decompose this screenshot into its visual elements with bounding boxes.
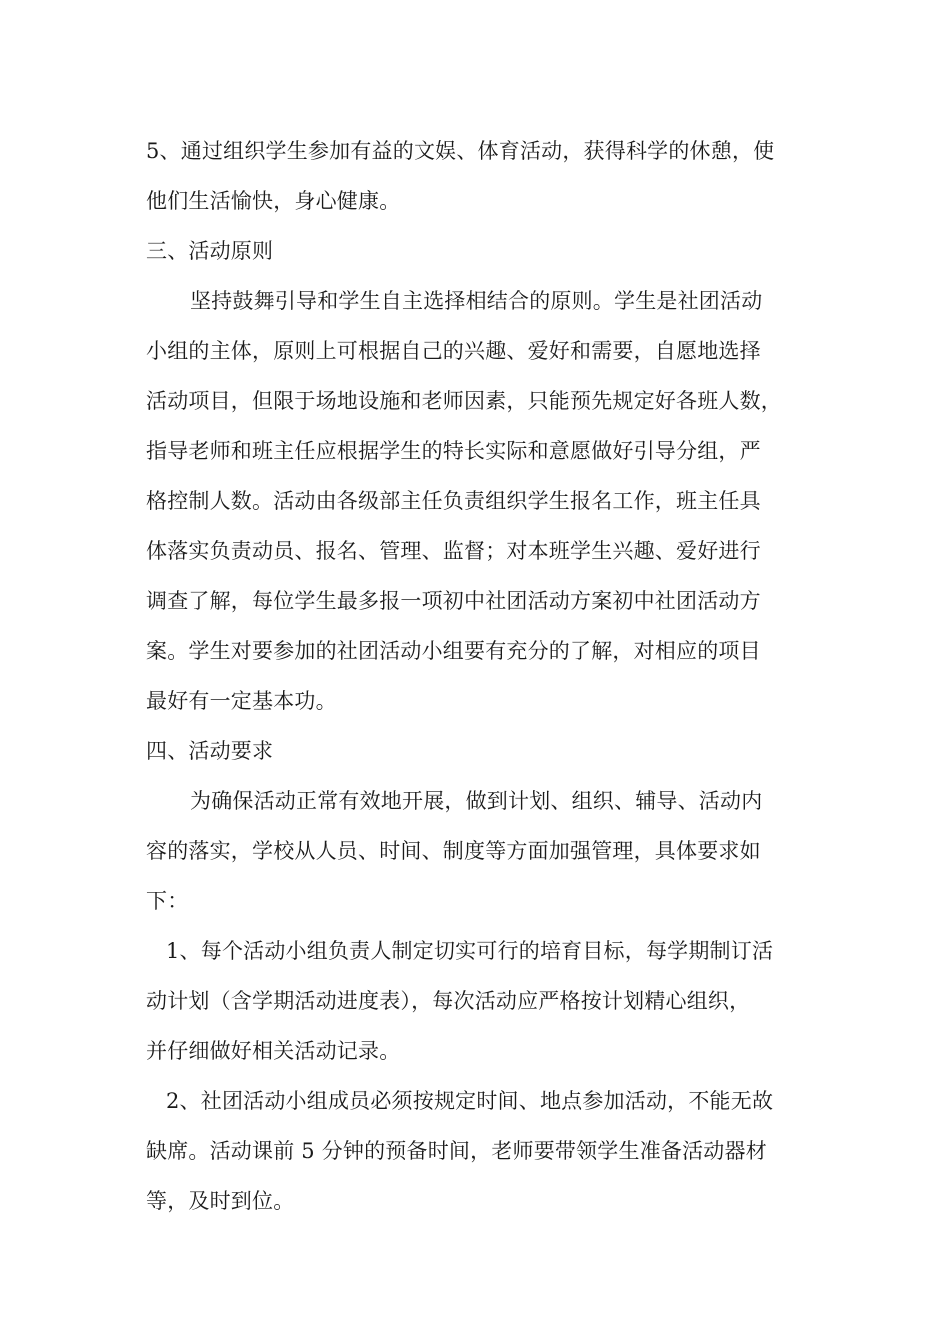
paragraph-line: 指导老师和班主任应根据学生的特长实际和意愿做好引导分组，严 [146, 439, 761, 463]
paragraph-line: 他们生活愉快，身心健康。 [146, 189, 401, 213]
paragraph-line: 下： [146, 889, 189, 913]
paragraph-line: 活动项目，但限于场地设施和老师因素，只能预先规定好各班人数， [146, 389, 782, 413]
paragraph-line: 体落实负责动员、报名、管理、监督；对本班学生兴趣、爱好进行 [146, 539, 761, 563]
paragraph-line: 5、通过组织学生参加有益的文娱、体育活动，获得科学的休憩，使 [146, 139, 775, 163]
paragraph-line: 坚持鼓舞引导和学生自主选择相结合的原则。学生是社团活动 [190, 289, 763, 313]
list-item-line: 2、社团活动小组成员必须按规定时间、地点参加活动，不能无故 [166, 1089, 774, 1113]
paragraph-line: 案。学生对要参加的社团活动小组要有充分的了解，对相应的项目 [146, 639, 761, 663]
paragraph-line: 最好有一定基本功。 [146, 689, 337, 713]
section-heading: 三、活动原则 [146, 239, 274, 263]
paragraph-line: 小组的主体，原则上可根据自己的兴趣、爱好和需要，自愿地选择 [146, 339, 761, 363]
paragraph-line: 调查了解，每位学生最多报一项初中社团活动方案初中社团活动方 [146, 589, 761, 613]
paragraph-line: 为确保活动正常有效地开展，做到计划、组织、辅导、活动内 [190, 789, 763, 813]
paragraph-line: 并仔细做好相关活动记录。 [146, 1039, 401, 1063]
section-heading: 四、活动要求 [146, 739, 274, 763]
paragraph-line: 缺席。活动课前 5 分钟的预备时间，老师要带领学生准备活动器材 [146, 1139, 767, 1163]
paragraph-line: 格控制人数。活动由各级部主任负责组织学生报名工作，班主任具 [146, 489, 761, 513]
paragraph-line: 等，及时到位。 [146, 1189, 295, 1213]
list-item-line: 1、每个活动小组负责人制定切实可行的培育目标，每学期制订活 [166, 939, 774, 963]
paragraph-line: 容的落实，学校从人员、时间、制度等方面加强管理，具体要求如 [146, 839, 761, 863]
paragraph-line: 动计划（含学期活动进度表），每次活动应严格按计划精心组织， [146, 989, 751, 1013]
